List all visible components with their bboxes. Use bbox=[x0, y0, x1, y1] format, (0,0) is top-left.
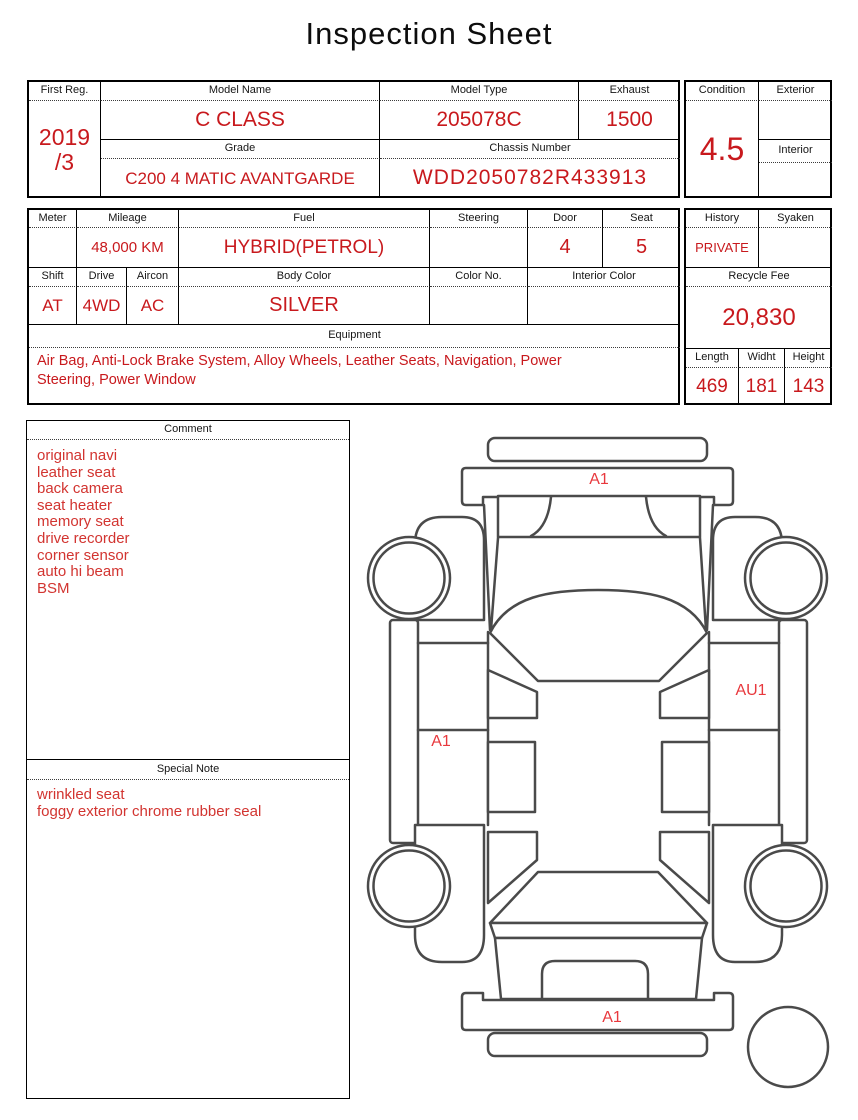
rear-right-wheel-inner bbox=[751, 851, 822, 922]
history-label: History bbox=[686, 210, 759, 228]
first-reg-label: First Reg. bbox=[29, 82, 101, 101]
comment-line: memory seat bbox=[37, 513, 124, 531]
mileage-value: 48,000 KM bbox=[77, 228, 179, 268]
model-type-label: Model Type bbox=[380, 82, 579, 101]
condition-table bbox=[684, 80, 832, 198]
history-value: PRIVATE bbox=[686, 228, 759, 268]
fuel-value: HYBRID(PETROL) bbox=[179, 228, 430, 268]
grade-value: C200 4 MATIC AVANTGARDE bbox=[101, 159, 380, 198]
left-rear-window bbox=[488, 742, 535, 812]
right-sill bbox=[779, 620, 807, 843]
equipment-value: Air Bag, Anti-Lock Brake System, Alloy Wheels, Leather Seats, Navigation, Power Steering, Power Window bbox=[37, 353, 562, 388]
model-name-value: C CLASS bbox=[101, 101, 380, 140]
first-reg-month: /3 bbox=[54, 148, 75, 175]
syaken-label: Syaken bbox=[759, 210, 832, 228]
shift-label: Shift bbox=[29, 268, 77, 287]
comment-line: drive recorder bbox=[37, 529, 130, 547]
exhaust-value: 1500 bbox=[579, 101, 680, 140]
meter-label: Meter bbox=[29, 210, 77, 228]
front-left-wheel-inner bbox=[374, 543, 445, 614]
comment-header: Comment bbox=[27, 421, 349, 440]
drive-label: Drive bbox=[77, 268, 127, 287]
aircon-label: Aircon bbox=[127, 268, 179, 287]
comment-line: auto hi beam bbox=[37, 563, 124, 581]
special-note-line: foggy exterior chrome rubber seal bbox=[37, 802, 262, 820]
recycle-fee-value: 20,830 bbox=[686, 287, 832, 349]
roof-panel bbox=[490, 590, 707, 681]
rear-bottom-trim bbox=[488, 1033, 707, 1056]
length-label: Length bbox=[686, 349, 739, 368]
rear-left-wheel-inner bbox=[374, 851, 445, 922]
history-table bbox=[684, 208, 832, 405]
first-reg-year: 2019 bbox=[38, 124, 91, 151]
door-value: 4 bbox=[528, 228, 603, 268]
door-label: Door bbox=[528, 210, 603, 228]
exhaust-label: Exhaust bbox=[579, 82, 680, 101]
special-note-lines bbox=[37, 787, 261, 820]
seat-label: Seat bbox=[603, 210, 680, 228]
body-color-label: Body Color bbox=[179, 268, 430, 287]
exterior-value bbox=[759, 101, 832, 140]
exterior-label: Exterior bbox=[759, 82, 832, 101]
interior-value bbox=[759, 163, 832, 198]
height-label: Height bbox=[785, 349, 832, 368]
car-damage-diagram bbox=[365, 425, 855, 1115]
equipment-label: Equipment bbox=[29, 325, 680, 348]
interior-color-value bbox=[528, 287, 680, 325]
comment-line: leather seat bbox=[37, 463, 116, 481]
shift-value: AT bbox=[29, 287, 77, 325]
damage-label-right-rear-quarter: AU1 bbox=[735, 682, 767, 699]
comment-line: BSM bbox=[37, 579, 70, 597]
condition-value: 4.5 bbox=[686, 101, 759, 198]
trunk-panel bbox=[495, 938, 702, 999]
width-value: 181 bbox=[739, 368, 785, 405]
model-name-label: Model Name bbox=[101, 82, 380, 101]
steering-value bbox=[430, 228, 528, 268]
damage-label-front-bumper: A1 bbox=[589, 471, 609, 488]
height-value: 143 bbox=[792, 375, 825, 397]
seat-value: 5 bbox=[603, 228, 680, 268]
width-label: Widht bbox=[739, 349, 785, 368]
aircon-value: AC bbox=[127, 287, 179, 325]
windshield-cowl bbox=[498, 496, 700, 537]
comment-line: corner sensor bbox=[37, 546, 129, 564]
vehicle-info-table bbox=[27, 80, 680, 198]
special-note-line: wrinkled seat bbox=[37, 786, 125, 803]
model-type-value: 205078C bbox=[380, 101, 579, 140]
comment-line: original navi bbox=[37, 447, 118, 464]
comment-line: back camera bbox=[37, 480, 123, 498]
length-value: 469 bbox=[686, 368, 739, 405]
drive-value: 4WD bbox=[77, 287, 127, 325]
comment-box bbox=[26, 420, 350, 1099]
damage-label-left-door: A1 bbox=[431, 733, 451, 750]
rear-windshield bbox=[490, 872, 707, 923]
condition-label: Condition bbox=[686, 82, 759, 101]
color-no-value bbox=[430, 287, 528, 325]
right-front-window bbox=[660, 670, 709, 718]
left-front-window bbox=[488, 670, 537, 718]
front-right-wheel-inner bbox=[751, 543, 822, 614]
damage-label-rear-bumper: A1 bbox=[602, 1009, 622, 1026]
chassis-number-value: WDD2050782R433913 bbox=[412, 166, 648, 190]
chassis-number-label: Chassis Number bbox=[380, 140, 680, 159]
interior-label: Interior bbox=[759, 140, 832, 163]
right-rear-window bbox=[662, 742, 709, 812]
steering-label: Steering bbox=[430, 210, 528, 228]
left-sill bbox=[390, 620, 418, 843]
body-color-value: SILVER bbox=[179, 287, 430, 325]
spare-tire-icon bbox=[748, 1007, 828, 1087]
fuel-label: Fuel bbox=[179, 210, 430, 228]
special-note-header: Special Note bbox=[27, 759, 349, 780]
first-reg-value bbox=[29, 101, 101, 198]
comment-lines bbox=[37, 448, 130, 597]
comment-line: seat heater bbox=[37, 496, 113, 514]
color-no-label: Color No. bbox=[430, 268, 528, 287]
front-top-trim bbox=[488, 438, 707, 461]
recycle-fee-label: Recycle Fee bbox=[686, 268, 832, 287]
meter-value bbox=[29, 228, 77, 268]
interior-color-label: Interior Color bbox=[528, 268, 680, 287]
mileage-label: Mileage bbox=[77, 210, 179, 228]
grade-label: Grade bbox=[101, 140, 380, 159]
rear-deck-band bbox=[490, 923, 707, 938]
spec-table bbox=[27, 208, 680, 405]
syaken-value bbox=[759, 228, 832, 268]
page-title: Inspection Sheet bbox=[305, 16, 553, 51]
